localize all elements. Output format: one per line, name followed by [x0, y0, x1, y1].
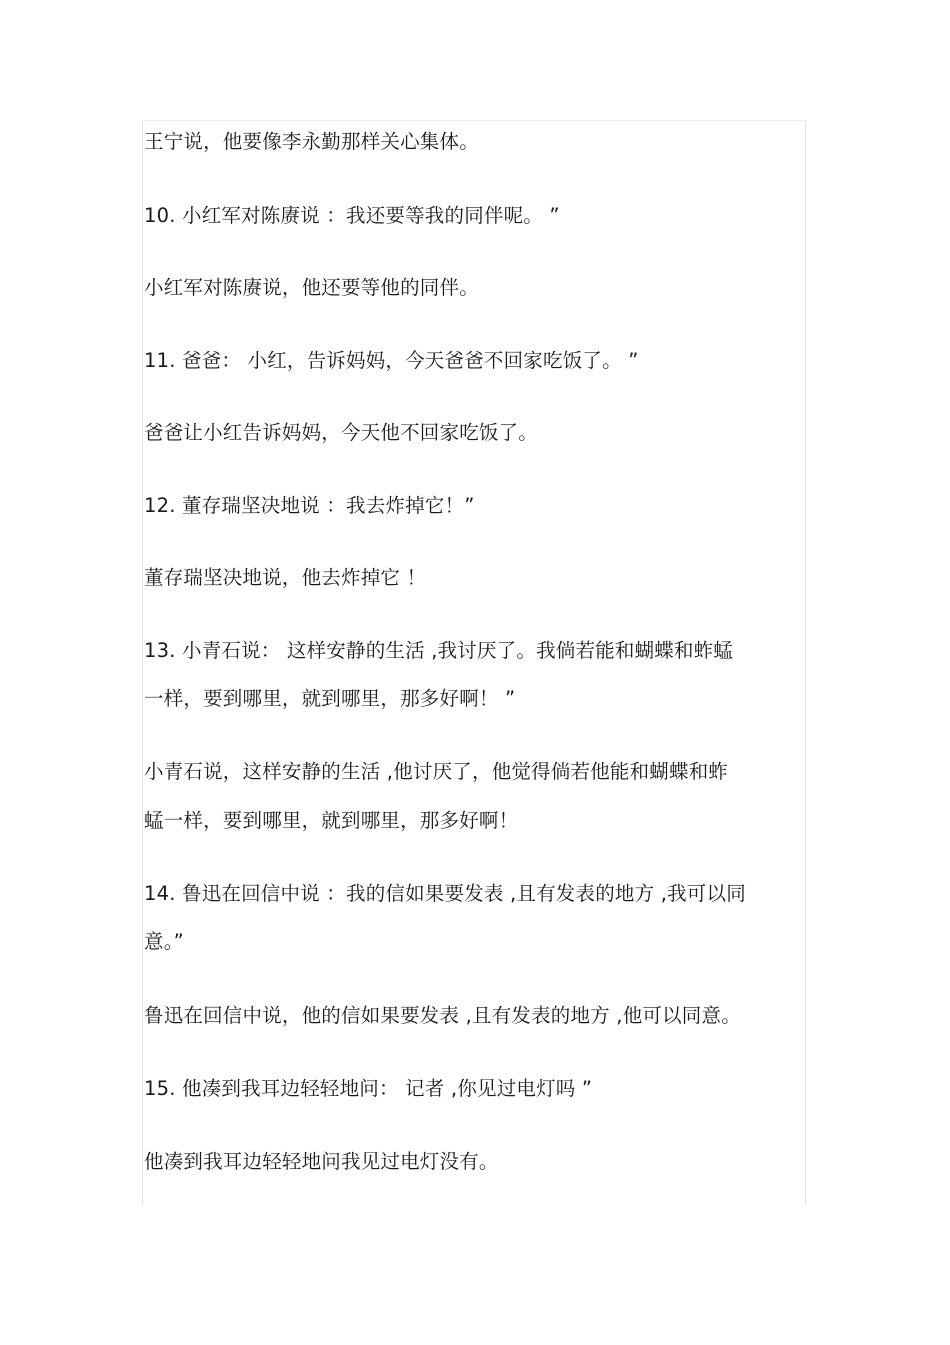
text-line-12: 14. 鲁迅在回信中说 ：我的信如果要发表 ,且有发表的地方 ,我可以同	[144, 882, 746, 905]
text-line-1: 王宁说，他要像李永勤那样关心集体。	[144, 130, 479, 153]
text-line-15: 15. 他凑到我耳边轻轻地问： 记者 ,你见过电灯吗 ”	[144, 1077, 593, 1100]
text-line-11: 蜢一样，要到哪里，就到哪里，那多好啊！	[144, 809, 519, 832]
text-line-7: 董存瑞坚决地说，他去炸掉它 ！	[144, 566, 427, 589]
text-line-16: 他凑到我耳边轻轻地问我见过电灯没有。	[144, 1150, 499, 1173]
text-line-5: 爸爸让小红告诉妈妈，今天他不回家吃饭了。	[144, 421, 539, 444]
text-line-2: 10. 小红军对陈赓说 ：我还要等我的同伴呢。 ”	[144, 204, 560, 227]
text-line-6: 12. 董存瑞坚决地说 ：我去炸掉它！”	[144, 494, 475, 517]
text-line-8: 13. 小青石说： 这样安静的生活 ,我讨厌了。我倘若能和蝴蝶和蚱蜢	[144, 639, 734, 662]
text-line-9: 一样，要到哪里，就到哪里，那多好啊！ ”	[144, 687, 516, 710]
text-line-4: 11. 爸爸： 小红，告诉妈妈，今天爸爸不回家吃饭了。 ”	[144, 349, 639, 372]
text-line-14: 鲁迅在回信中说，他的信如果要发表 ,且有发表的地方 ,他可以同意。	[144, 1004, 741, 1027]
text-line-13: 意。”	[144, 930, 184, 953]
text-line-3: 小红军对陈赓说，他还要等他的同伴。	[144, 276, 479, 299]
text-line-10: 小青石说，这样安静的生活 ,他讨厌了，他觉得倘若他能和蝴蝶和蚱	[144, 760, 729, 783]
